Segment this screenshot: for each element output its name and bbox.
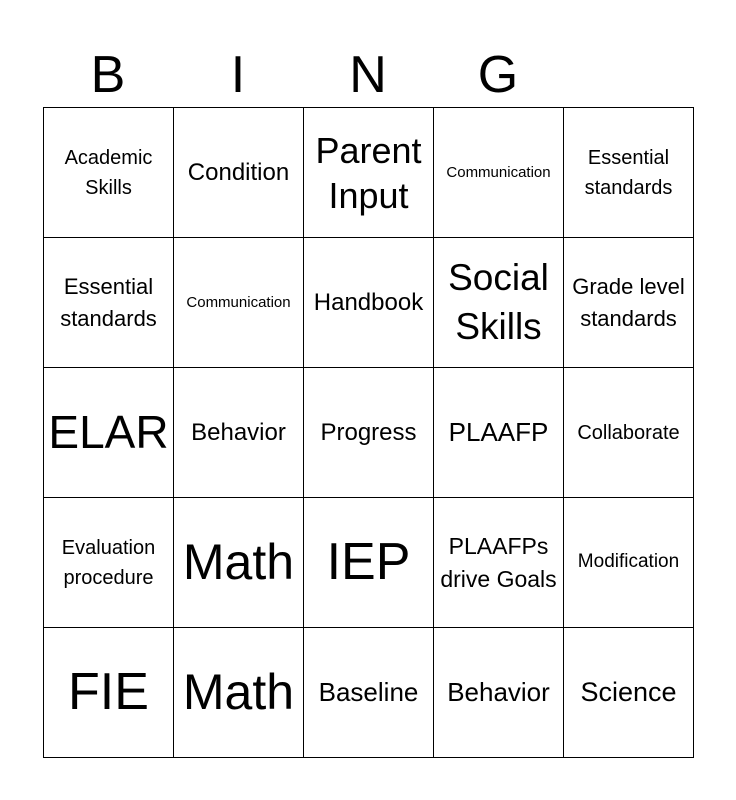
header-letter-n: N [349, 46, 387, 104]
header-letter-o [563, 44, 693, 106]
bingo-cell: Handbook [304, 238, 434, 368]
bingo-cell: Social Skills [434, 238, 564, 368]
bingo-cell: Math [174, 498, 304, 628]
bingo-cell: Modification [564, 498, 694, 628]
bingo-cell: Academic Skills [44, 108, 174, 238]
bingo-cell: Baseline [304, 628, 434, 758]
bingo-cell: PLAAFPs drive Goals [434, 498, 564, 628]
bingo-cell: Grade level standards [564, 238, 694, 368]
bingo-cell: IEP [304, 498, 434, 628]
bingo-cell: Condition [174, 108, 304, 238]
bingo-board [43, 107, 694, 758]
bingo-cell: Collaborate [564, 368, 694, 498]
bingo-cell: FIE [44, 628, 174, 758]
bingo-cell: Science [564, 628, 694, 758]
bingo-cell: Progress [304, 368, 434, 498]
bingo-cell: Parent Input [304, 108, 434, 238]
header-letter-i: I [230, 46, 246, 104]
bingo-cell: Behavior [174, 368, 304, 498]
bingo-cell: Math [174, 628, 304, 758]
bingo-header [43, 44, 693, 106]
bingo-cell: ELAR [44, 368, 174, 498]
header-letter-b: B [90, 46, 126, 104]
bingo-cell: Essential standards [44, 238, 174, 368]
bingo-cell: PLAAFP [434, 368, 564, 498]
bingo-cell: Essential standards [564, 108, 694, 238]
bingo-cell: Communication [174, 238, 304, 368]
bingo-cell: Communication [434, 108, 564, 238]
bingo-cell: Behavior [434, 628, 564, 758]
header-letter-g: G [477, 46, 519, 104]
bingo-cell: Evaluation procedure [44, 498, 174, 628]
